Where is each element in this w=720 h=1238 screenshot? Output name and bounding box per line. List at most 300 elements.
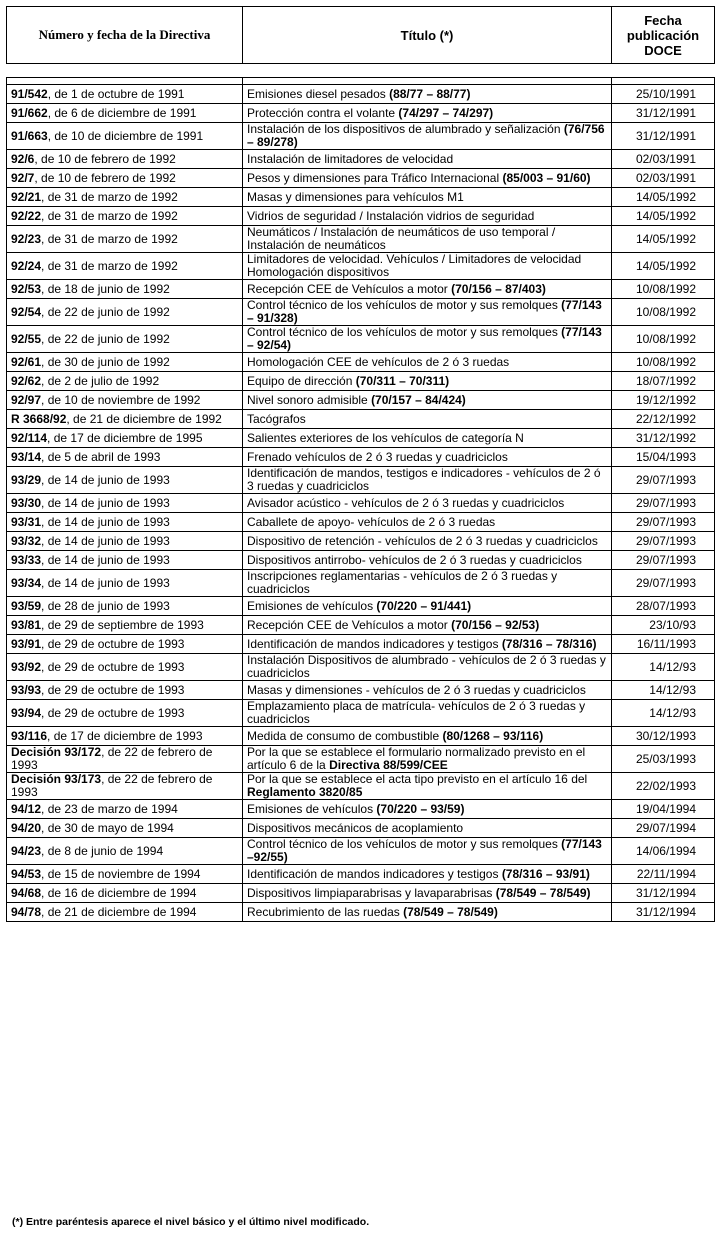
directive-number: 94/53 (11, 866, 42, 881)
directive-code: (70/220 – 91/441) (376, 598, 472, 613)
table-row (7, 635, 715, 654)
title-cell (243, 494, 612, 513)
directive-date: , de 14 de junio de 1993 (41, 514, 170, 529)
directive-date: , de 23 de marzo de 1994 (41, 801, 178, 816)
spacer-cell (612, 78, 715, 85)
spacer-row (7, 78, 715, 85)
directive-date: , de 14 de junio de 1993 (41, 552, 170, 567)
publication-date-cell: 14/05/1992 (612, 188, 715, 207)
directive-date: , de 5 de abril de 1993 (41, 449, 161, 464)
directive-number: 93/91 (11, 636, 42, 651)
directive-title: Control técnico de los vehículos de motor y sus remolques (247, 325, 562, 339)
publication-date-cell: 29/07/1993 (612, 513, 715, 532)
directive-title: Emisiones diesel pesados (247, 86, 390, 101)
publication-date-cell: 31/12/1992 (612, 429, 715, 448)
directive-cell (7, 123, 243, 150)
directive-date: , de 6 de diciembre de 1991 (47, 105, 197, 120)
directive-cell (7, 280, 243, 299)
directive-code: (77/143 – 91/328) (247, 298, 602, 325)
directive-cell (7, 865, 243, 884)
directive-date: , de 29 de octubre de 1993 (41, 682, 185, 697)
directive-number: 93/14 (11, 449, 42, 464)
directive-cell (7, 819, 243, 838)
directive-date: , de 22 de febrero de 1993 (11, 772, 213, 799)
directive-cell (7, 391, 243, 410)
directive-date: , de 8 de junio de 1994 (41, 843, 164, 858)
directive-code: (76/756 – 89/278) (247, 122, 605, 149)
title-cell (243, 838, 612, 865)
header-fecha-line3: DOCE (644, 42, 682, 58)
table-row (7, 513, 715, 532)
directive-number: 93/81 (11, 617, 42, 632)
directives-table (6, 77, 715, 922)
title-cell (243, 299, 612, 326)
directive-title: Tacógrafos (247, 411, 306, 426)
publication-date-cell: 19/12/1992 (612, 391, 715, 410)
directive-title: Emisiones de vehículos (247, 801, 377, 816)
directive-title: Emplazamiento placa de matrícula- vehículos de 2 ó 3 ruedas y cuadriciclos (247, 699, 586, 726)
directive-code: (70/311 – 70/311) (355, 373, 450, 388)
directive-code: Reglamento 3820/85 (247, 785, 363, 799)
title-cell (243, 429, 612, 448)
title-cell (243, 372, 612, 391)
directive-number: 92/97 (11, 392, 42, 407)
directive-cell (7, 616, 243, 635)
table-row (7, 819, 715, 838)
table-row (7, 681, 715, 700)
directive-date: , de 22 de junio de 1992 (41, 331, 170, 346)
title-cell (243, 253, 612, 280)
publication-date-cell: 14/05/1992 (612, 207, 715, 226)
table-row (7, 616, 715, 635)
directive-cell (7, 372, 243, 391)
directive-title: Identificación de mandos, testigos e indicadores - vehículos de 2 ó 3 ruedas y cuadriciclos (247, 466, 601, 493)
directive-code: (78/549 – 78/549) (403, 904, 498, 919)
directive-cell (7, 299, 243, 326)
directive-date: , de 10 de febrero de 1992 (34, 170, 176, 185)
publication-date-cell: 25/03/1993 (612, 746, 715, 773)
directive-title: Frenado vehículos de 2 ó 3 ruedas y cuadriciclos (247, 449, 508, 464)
directive-cell (7, 85, 243, 104)
table-row (7, 207, 715, 226)
spacer-cell (7, 78, 243, 85)
directive-title: Emisiones de vehículos (247, 598, 377, 613)
directive-cell (7, 226, 243, 253)
directive-date: , de 17 de diciembre de 1995 (47, 430, 203, 445)
directive-title: Dispositivos mecánicos de acoplamiento (247, 820, 464, 835)
directive-title: Por la que se establece el acta tipo previsto en el artículo 16 del (247, 772, 588, 786)
directive-cell (7, 570, 243, 597)
publication-date-cell: 31/12/1994 (612, 903, 715, 922)
publication-date-cell: 31/12/1994 (612, 884, 715, 903)
directive-date: , de 29 de septiembre de 1993 (41, 617, 204, 632)
table-row (7, 884, 715, 903)
publication-date-cell: 14/06/1994 (612, 838, 715, 865)
table-row (7, 123, 715, 150)
title-cell (243, 532, 612, 551)
title-cell (243, 700, 612, 727)
directive-cell (7, 207, 243, 226)
directive-cell (7, 700, 243, 727)
table-row (7, 654, 715, 681)
directive-number: 92/7 (11, 170, 35, 185)
table-row (7, 226, 715, 253)
table-row (7, 353, 715, 372)
directive-code: (85/003 – 91/60) (502, 170, 591, 185)
publication-date-cell: 14/12/93 (612, 654, 715, 681)
title-cell (243, 654, 612, 681)
table-row (7, 597, 715, 616)
directive-code: (74/297 – 74/297) (398, 105, 494, 120)
publication-date-cell: 28/07/1993 (612, 597, 715, 616)
publication-date-cell: 10/08/1992 (612, 326, 715, 353)
table-row (7, 467, 715, 494)
header-fecha-publicacion (612, 7, 715, 64)
directive-number: 94/78 (11, 904, 42, 919)
directive-number: 93/32 (11, 533, 42, 548)
directive-number: 93/30 (11, 495, 42, 510)
publication-date-cell: 29/07/1993 (612, 570, 715, 597)
title-cell (243, 597, 612, 616)
publication-date-cell: 02/03/1991 (612, 169, 715, 188)
directive-title: Salientes exteriores de los vehículos de categoría N (247, 430, 524, 445)
directive-date: , de 31 de marzo de 1992 (41, 189, 178, 204)
directive-date: , de 31 de marzo de 1992 (41, 208, 178, 223)
directive-date: , de 30 de junio de 1992 (41, 354, 170, 369)
directive-cell (7, 884, 243, 903)
directive-cell (7, 169, 243, 188)
table-row (7, 85, 715, 104)
table-row (7, 865, 715, 884)
title-cell (243, 903, 612, 922)
directive-number: 91/663 (11, 128, 48, 143)
title-cell (243, 746, 612, 773)
directive-date: , de 16 de diciembre de 1994 (41, 885, 197, 900)
title-cell (243, 104, 612, 123)
title-cell (243, 280, 612, 299)
directive-cell (7, 429, 243, 448)
title-cell (243, 150, 612, 169)
directive-cell (7, 326, 243, 353)
table-row (7, 494, 715, 513)
directive-title: Nivel sonoro admisible (247, 392, 372, 407)
directive-number: 92/61 (11, 354, 42, 369)
directive-number: R 3668/92 (11, 411, 67, 426)
publication-date-cell: 10/08/1992 (612, 353, 715, 372)
directive-code: (70/220 – 93/59) (376, 801, 465, 816)
directive-cell (7, 635, 243, 654)
directive-number: 93/31 (11, 514, 42, 529)
directive-cell (7, 188, 243, 207)
table-row (7, 188, 715, 207)
footnote: (*) Entre paréntesis aparece el nivel básico y el último nivel modificado. (12, 1216, 370, 1228)
directive-title: Control técnico de los vehículos de motor y sus remolques (247, 837, 562, 851)
publication-date-cell: 22/11/1994 (612, 865, 715, 884)
title-cell (243, 551, 612, 570)
title-cell (243, 616, 612, 635)
header-fecha-line1: Fecha (644, 12, 682, 28)
table-row (7, 326, 715, 353)
directive-number: 92/54 (11, 304, 42, 319)
directive-title: Identificación de mandos indicadores y testigos (247, 636, 502, 651)
directive-date: , de 21 de diciembre de 1994 (41, 904, 197, 919)
publication-date-cell: 14/12/93 (612, 700, 715, 727)
directive-code: (88/77 – 88/77) (389, 86, 471, 101)
table-row (7, 299, 715, 326)
publication-date-cell: 29/07/1994 (612, 819, 715, 838)
table-row (7, 280, 715, 299)
directive-cell (7, 551, 243, 570)
title-cell (243, 123, 612, 150)
table-row (7, 746, 715, 773)
directive-cell (7, 681, 243, 700)
directive-number: 92/22 (11, 208, 42, 223)
publication-date-cell: 22/12/1992 (612, 410, 715, 429)
directive-date: , de 31 de marzo de 1992 (41, 231, 178, 246)
title-cell (243, 448, 612, 467)
directive-date: , de 18 de junio de 1992 (41, 281, 170, 296)
directive-title: Pesos y dimensiones para Tráfico Internacional (247, 170, 503, 185)
title-cell (243, 188, 612, 207)
directive-number: 92/53 (11, 281, 42, 296)
title-cell (243, 635, 612, 654)
directive-number: 92/114 (11, 430, 48, 445)
directive-title: Limitadores de velocidad. Vehículos / Limitadores de velocidad Homologación dispositivos (247, 252, 582, 279)
title-cell (243, 353, 612, 372)
table-row (7, 410, 715, 429)
table-row (7, 104, 715, 123)
directive-date: , de 10 de febrero de 1992 (34, 151, 176, 166)
directive-title: Dispositivos limpiaparabrisas y lavaparabrisas (247, 885, 496, 900)
title-cell (243, 391, 612, 410)
directive-title: Medida de consumo de combustible (247, 728, 443, 743)
directive-number: 93/116 (11, 728, 48, 743)
publication-date-cell: 14/05/1992 (612, 226, 715, 253)
publication-date-cell: 14/12/93 (612, 681, 715, 700)
directive-cell (7, 467, 243, 494)
directive-number: 92/21 (11, 189, 42, 204)
directive-title: Instalación Dispositivos de alumbrado - vehículos de 2 ó 3 ruedas y cuadriciclos (247, 653, 606, 680)
table-row (7, 773, 715, 800)
table-row (7, 429, 715, 448)
title-cell (243, 326, 612, 353)
directive-number: 93/94 (11, 705, 42, 720)
directive-cell (7, 597, 243, 616)
directive-cell (7, 746, 243, 773)
table-row (7, 727, 715, 746)
directive-number: 93/59 (11, 598, 42, 613)
directive-date: , de 14 de junio de 1993 (41, 495, 170, 510)
publication-date-cell: 22/02/1993 (612, 773, 715, 800)
publication-date-cell: 29/07/1993 (612, 551, 715, 570)
directive-title: Control técnico de los vehículos de motor y sus remolques (247, 298, 562, 312)
directive-number: Decisión 93/172 (11, 745, 102, 759)
title-cell (243, 570, 612, 597)
directive-date: , de 28 de junio de 1993 (41, 598, 170, 613)
directive-code: (78/549 – 78/549) (495, 885, 591, 900)
directive-number: 93/34 (11, 575, 42, 590)
directive-title: Caballete de apoyo- vehículos de 2 ó 3 ruedas (247, 514, 496, 529)
directive-cell (7, 903, 243, 922)
directive-number: 92/23 (11, 231, 42, 246)
directive-code: (70/156 – 87/403) (451, 281, 546, 296)
publication-date-cell: 18/07/1992 (612, 372, 715, 391)
title-cell (243, 800, 612, 819)
directive-number: 93/93 (11, 682, 42, 697)
directive-date: , de 14 de junio de 1993 (41, 472, 170, 487)
header-table (6, 6, 715, 64)
directive-date: , de 29 de octubre de 1993 (41, 636, 185, 651)
directive-date: , de 10 de diciembre de 1991 (47, 128, 204, 143)
table-row (7, 838, 715, 865)
directive-code: (70/156 – 92/53) (451, 617, 540, 632)
directive-number: 92/55 (11, 331, 42, 346)
title-cell (243, 207, 612, 226)
title-cell (243, 819, 612, 838)
title-cell (243, 226, 612, 253)
title-cell (243, 681, 612, 700)
directive-title: Homologación CEE de vehículos de 2 ó 3 ruedas (247, 354, 510, 369)
publication-date-cell: 02/03/1991 (612, 150, 715, 169)
directive-date: , de 17 de diciembre de 1993 (47, 728, 203, 743)
directive-title: Recepción CEE de Vehículos a motor (247, 281, 452, 296)
table-row (7, 570, 715, 597)
directive-number: 93/92 (11, 659, 42, 674)
directive-title: Masas y dimensiones - vehículos de 2 ó 3 ruedas y cuadriciclos (247, 682, 586, 697)
table-row (7, 700, 715, 727)
publication-date-cell: 23/10/93 (612, 616, 715, 635)
title-cell (243, 513, 612, 532)
publication-date-cell: 29/07/1993 (612, 467, 715, 494)
directive-title: Instalación de los dispositivos de alumbrado y señalización (247, 122, 564, 136)
header-row (7, 7, 715, 64)
directive-code: (77/143 – 92/54) (247, 325, 602, 352)
directive-title: Avisador acústico - vehículos de 2 ó 3 ruedas y cuadriciclos (247, 495, 565, 510)
directive-cell (7, 838, 243, 865)
publication-date-cell: 25/10/1991 (612, 85, 715, 104)
directive-cell (7, 410, 243, 429)
title-cell (243, 727, 612, 746)
title-cell (243, 467, 612, 494)
directive-title: Protección contra el volante (247, 105, 399, 120)
directive-cell (7, 253, 243, 280)
publication-date-cell: 31/12/1991 (612, 104, 715, 123)
directive-date: , de 14 de junio de 1993 (41, 533, 170, 548)
directive-code: (70/157 – 84/424) (371, 392, 466, 407)
directive-title: Masas y dimensiones para vehículos M1 (247, 189, 464, 204)
directive-cell (7, 448, 243, 467)
directive-number: 94/12 (11, 801, 42, 816)
table-row (7, 532, 715, 551)
directive-date: , de 22 de junio de 1992 (41, 304, 170, 319)
directive-date: , de 29 de octubre de 1993 (41, 705, 185, 720)
directive-cell (7, 150, 243, 169)
header-fecha-line2: publicación (626, 27, 700, 43)
directive-code: (80/1268 – 93/116) (442, 728, 544, 743)
publication-date-cell: 19/04/1994 (612, 800, 715, 819)
title-cell (243, 85, 612, 104)
directive-cell (7, 654, 243, 681)
directive-number: 92/62 (11, 373, 42, 388)
directive-date: , de 31 de marzo de 1992 (41, 258, 178, 273)
publication-date-cell: 10/08/1992 (612, 299, 715, 326)
directive-date: , de 22 de febrero de 1993 (11, 745, 213, 772)
directive-date: , de 21 de diciembre de 1992 (66, 411, 222, 426)
directive-title: Dispositivo de retención - vehículos de 2 ó 3 ruedas y cuadriciclos (247, 533, 598, 548)
directive-date: , de 30 de mayo de 1994 (41, 820, 174, 835)
table-row (7, 551, 715, 570)
directive-date: , de 2 de julio de 1992 (41, 373, 160, 388)
table-row (7, 800, 715, 819)
publication-date-cell: 16/11/1993 (612, 635, 715, 654)
directive-title: Recepción CEE de Vehículos a motor (247, 617, 452, 632)
directive-title: Instalación de limitadores de velocidad (247, 151, 454, 166)
directive-code: (78/316 – 78/316) (501, 636, 597, 651)
directive-cell (7, 494, 243, 513)
directive-title: Dispositivos antirrobo- vehículos de 2 ó 3 ruedas y cuadriciclos (247, 552, 582, 567)
publication-date-cell: 31/12/1991 (612, 123, 715, 150)
table-row (7, 391, 715, 410)
title-cell (243, 773, 612, 800)
directive-cell (7, 104, 243, 123)
directive-title: Recubrimiento de las ruedas (247, 904, 404, 919)
title-cell (243, 169, 612, 188)
directives-table-body (7, 78, 715, 922)
directive-title: Neumáticos / Instalación de neumáticos de uso temporal / Instalación de neumáticos (247, 225, 556, 252)
publication-date-cell: 10/08/1992 (612, 280, 715, 299)
directive-code: Directiva 88/599/CEE (329, 758, 448, 772)
directive-title: Inscripciones reglamentarias - vehículos de 2 ó 3 ruedas y cuadriciclos (247, 569, 558, 596)
directive-title: Equipo de dirección (247, 373, 356, 388)
directive-title: Por la que se establece el formulario normalizado previsto en el artículo 6 de la (247, 745, 586, 772)
directive-number: 94/20 (11, 820, 42, 835)
table-row (7, 253, 715, 280)
table-row (7, 150, 715, 169)
publication-date-cell: 29/07/1993 (612, 494, 715, 513)
directive-title: Identificación de mandos indicadores y testigos (247, 866, 502, 881)
directive-number: 92/6 (11, 151, 35, 166)
table-row (7, 448, 715, 467)
header-directiva: Número y fecha de la Directiva (7, 7, 243, 64)
publication-date-cell: 14/05/1992 (612, 253, 715, 280)
table-row (7, 169, 715, 188)
directive-number: 91/662 (11, 105, 48, 120)
directive-number: 93/33 (11, 552, 42, 567)
directive-number: 92/24 (11, 258, 42, 273)
directive-number: 91/542 (11, 86, 48, 101)
directive-date: , de 10 de noviembre de 1992 (41, 392, 201, 407)
table-row (7, 903, 715, 922)
title-cell (243, 884, 612, 903)
directive-code: (77/143 –92/55) (247, 837, 602, 864)
directive-number: 94/23 (11, 843, 42, 858)
publication-date-cell: 15/04/1993 (612, 448, 715, 467)
spacer-cell (243, 78, 612, 85)
directive-cell (7, 773, 243, 800)
directive-date: , de 29 de octubre de 1993 (41, 659, 185, 674)
publication-date-cell: 29/07/1993 (612, 532, 715, 551)
title-cell (243, 865, 612, 884)
directive-cell (7, 513, 243, 532)
directive-number: Decisión 93/173 (11, 772, 102, 786)
directive-cell (7, 353, 243, 372)
directive-code: (78/316 – 93/91) (501, 866, 590, 881)
directive-cell (7, 532, 243, 551)
directive-number: 93/29 (11, 472, 42, 487)
directive-cell (7, 727, 243, 746)
directive-cell (7, 800, 243, 819)
publication-date-cell: 30/12/1993 (612, 727, 715, 746)
